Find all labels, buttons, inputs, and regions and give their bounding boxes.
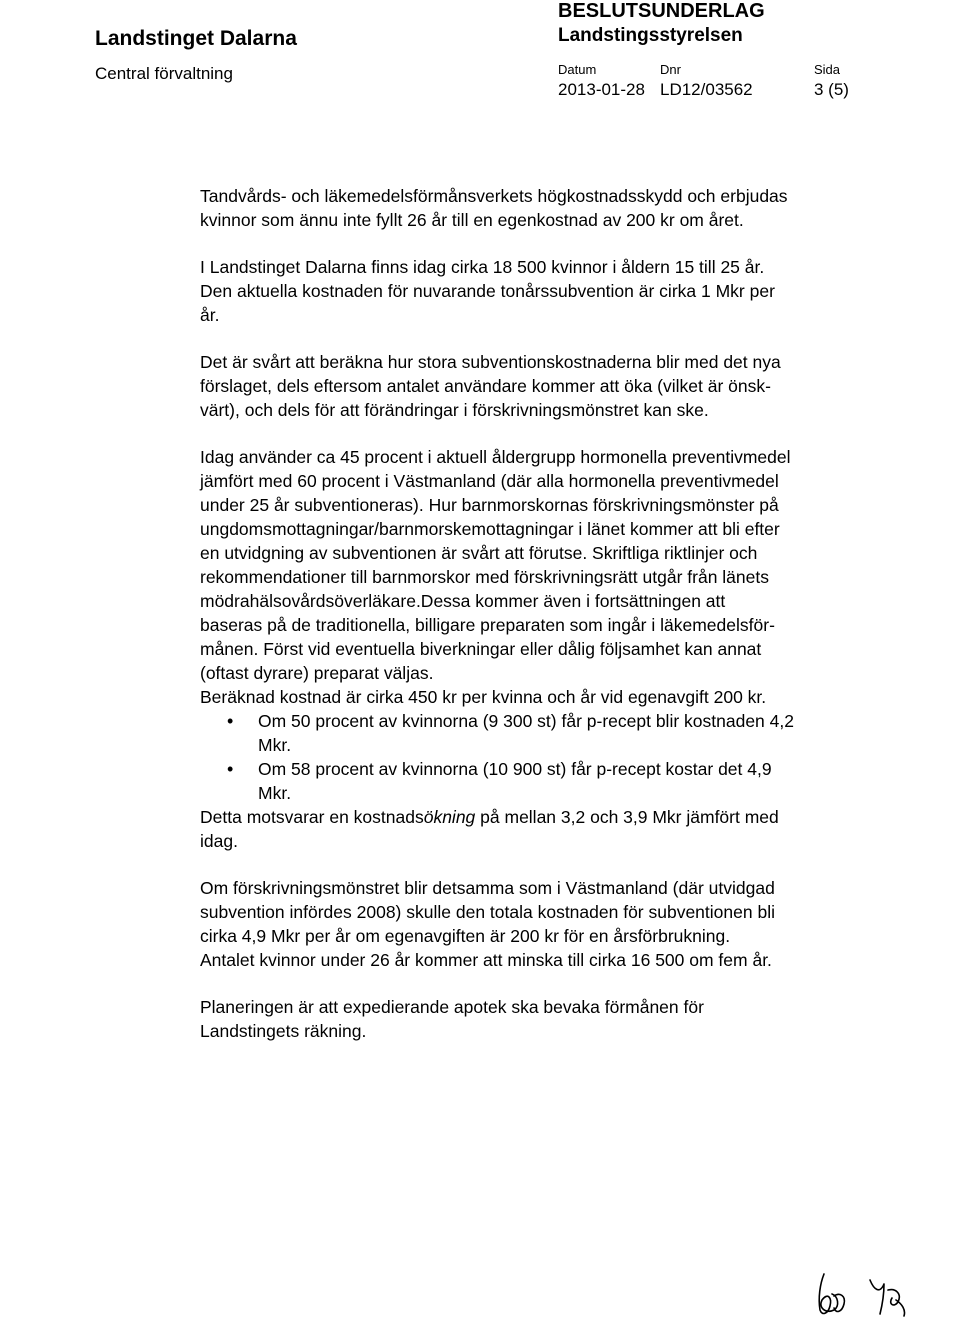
text-line: kvinnor som ännu inte fyllt 26 år till en egenkostnad av 200 kr om året. xyxy=(200,210,744,230)
paragraph-2 xyxy=(200,255,880,327)
board-name: Landstingsstyrelsen xyxy=(558,25,743,46)
paragraph-6 xyxy=(200,876,880,972)
paragraph-7 xyxy=(200,995,880,1043)
paragraph-5 xyxy=(200,805,880,853)
text-line: • Om 58 procent av kvinnorna (10 900 st) får p-recept kostar det 4,9 xyxy=(258,759,772,779)
text-line: I Landstinget Dalarna finns idag cirka 18 500 kvinnor i åldern 15 till 25 år. xyxy=(200,257,765,277)
dnr-label: Dnr xyxy=(660,62,681,77)
page-label: Sida xyxy=(814,62,841,77)
text-line: cirka 4,9 Mkr per år om egenavgiften är 200 kr för en årsförbrukning. xyxy=(200,926,731,946)
text-line: jämfört med 60 procent i Västmanland (där alla hormonella preventivmedel xyxy=(200,471,779,491)
document-body xyxy=(200,184,880,1066)
text-line: månen. Först vid eventuella biverkningar eller dålig följsamhet kan annat xyxy=(200,639,762,659)
text-line: Det är svårt att beräkna hur stora subventionskostnaderna blir med det nya xyxy=(200,352,781,372)
text-line: år. xyxy=(200,305,220,325)
text-line: Planeringen är att expedierande apotek ska bevaka förmånen för xyxy=(200,997,704,1017)
text-line: ungdomsmottagningar/barnmorskemottagningar i länet kommer att bli efter xyxy=(200,519,780,539)
text-line: en utvidgning av subventionen är svårt att förutse. Skriftliga riktlinjer och xyxy=(200,543,758,563)
emphasis-text: ökning xyxy=(423,807,476,827)
text-line xyxy=(200,805,880,829)
document-type: BESLUTSUNDERLAG xyxy=(558,0,765,22)
text-line: värt), och dels för att förändringar i förskrivningsmönstret kan ske. xyxy=(200,400,709,420)
paragraph-3 xyxy=(200,350,880,422)
date-label: Datum xyxy=(558,62,597,77)
text-line: Tandvårds- och läkemedelsförmånsverkets högkostnadsskydd och erbjudas xyxy=(200,186,788,206)
text-fragment: på mellan 3,2 och 3,9 Mkr jämfört med xyxy=(475,807,779,827)
paragraph-1 xyxy=(200,184,880,232)
text-fragment: Detta motsvarar en kostnads xyxy=(200,807,424,827)
text-line: rekommendationer till barnmorskor med förskrivningsrätt utgår från länets xyxy=(200,567,769,587)
text-line: (oftast dyrare) preparat väljas. xyxy=(200,663,434,683)
text-line: Mkr. xyxy=(258,735,292,755)
text-line: baseras på de traditionella, billigare preparaten som ingår i läkemedelsför- xyxy=(200,615,775,635)
bullet-item xyxy=(200,757,880,805)
department-name: Central förvaltning xyxy=(95,64,233,83)
text-line: mödrahälsovårdsöverläkare.Dessa kommer även i fortsättningen att xyxy=(200,591,726,611)
text-line: Mkr. xyxy=(258,783,292,803)
text-line: under 25 år subventioneras). Hur barnmorskornas förskrivningsmönster på xyxy=(200,495,779,515)
date-value: 2013-01-28 xyxy=(558,80,645,99)
text-line: Idag använder ca 45 procent i aktuell åldergrupp hormonella preventivmedel xyxy=(200,447,791,467)
text-line: Den aktuella kostnaden för nuvarande tonårssubvention är cirka 1 Mkr per xyxy=(200,281,775,301)
text-line: Om förskrivningsmönstret blir detsamma som i Västmanland (där utvidgad xyxy=(200,878,775,898)
text-line: Antalet kvinnor under 26 år kommer att minska till cirka 16 500 om fem år. xyxy=(200,950,772,970)
paragraph-4 xyxy=(200,445,880,709)
cost-bullet-list xyxy=(200,709,880,805)
text-line: Beräknad kostnad är cirka 450 kr per kvinna och år vid egenavgift 200 kr. xyxy=(200,687,767,707)
text-line: förslaget, dels eftersom antalet användare kommer att öka (vilket är önsk- xyxy=(200,376,771,396)
handwritten-initials xyxy=(810,1270,930,1320)
organization-name: Landstinget Dalarna xyxy=(95,27,297,50)
text-line: Landstingets räkning. xyxy=(200,1021,367,1041)
dnr-value: LD12/03562 xyxy=(660,80,753,99)
text-line: • Om 50 procent av kvinnorna (9 300 st) får p-recept blir kostnaden 4,2 xyxy=(258,711,794,731)
page-value: 3 (5) xyxy=(814,80,849,99)
bullet-item xyxy=(200,709,880,757)
text-line: subvention infördes 2008) skulle den totala kostnaden för subventionen bli xyxy=(200,902,775,922)
text-line: idag. xyxy=(200,831,238,851)
